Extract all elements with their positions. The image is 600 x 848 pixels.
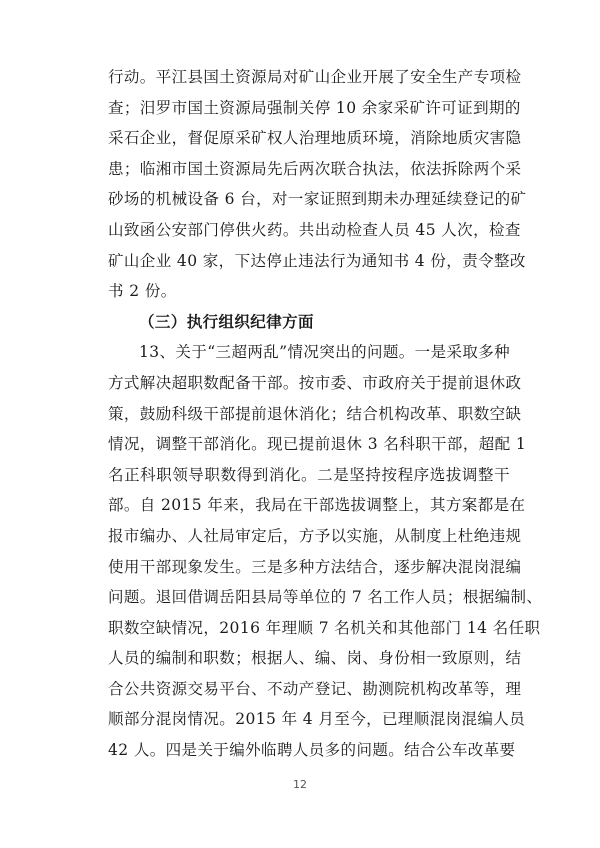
text-line: 采石企业，督促原采矿权人治理地质环境，消除地质灾害隐 xyxy=(108,129,522,148)
paragraph-line: 使用干部现象发生。三是多种方法结合，逐步解决混岗混编 xyxy=(108,557,522,576)
paragraph-line: 策，鼓励科级干部提前退休消化；结合机构改革、职数空缺 xyxy=(108,404,522,423)
page-number: 12 xyxy=(293,778,307,791)
paragraph-line: 顺部分混岗情况。2015 年 4 月至今，已理顺混岗混编人员 xyxy=(108,710,526,729)
paragraph-line: 13、关于“三超两乱”情况突出的问题。一是采取多种 xyxy=(139,343,511,362)
paragraph-line: 报市编办、人社局审定后，方予以实施，从制度上杜绝违规 xyxy=(108,526,522,545)
paragraph-line: 情况，调整干部消化。现已提前退休 3 名科职干部，超配 1 xyxy=(108,435,527,454)
text-line: 砂场的机械设备 6 台，对一家证照到期未办理延续登记的矿 xyxy=(108,190,527,209)
text-line: 患；临湘市国土资源局先后两次联合执法，依法拆除两个采 xyxy=(108,159,522,178)
text-line: 行动。平江县国土资源局对矿山企业开展了安全生产专项检 xyxy=(108,68,522,86)
text-line: 查；汨罗市国土资源局强制关停 10 余家采矿许可证到期的 xyxy=(108,98,521,117)
section-heading: （三）执行组织纪律方面 xyxy=(139,311,314,331)
paragraph-line: 职数空缺情况，2016 年理顺 7 名机关和其他部门 14 名任职 xyxy=(108,618,541,637)
text-line: 山致函公安部门停供火药。共出动检查人员 45 人次，检查 xyxy=(108,220,521,239)
paragraph-line: 名正科职领导职数得到消化。二是坚持按程序选拔调整干 xyxy=(108,465,510,484)
paragraph-line: 问题。退回借调岳阳县局等单位的 7 名工作人员；根据编制、 xyxy=(108,588,543,607)
paragraph-line: 人员的编制和职数；根据人、编、岗、身份相一致原则，结 xyxy=(108,649,522,668)
paragraph-line: 合公共资源交易平台、不动产登记、勘测院机构改革等，理 xyxy=(108,679,522,698)
paragraph-line: 方式解决超职数配备干部。按市委、市政府关于提前退休政 xyxy=(108,373,522,392)
body-text xyxy=(108,62,543,766)
text-line: 书 2 份。 xyxy=(108,282,177,301)
text-line: 矿山企业 40 家，下达停止违法行为通知书 4 份，责令整改 xyxy=(108,251,526,270)
paragraph-line: 部。自 2015 年来，我局在干部选拔调整上，其方案都是在 xyxy=(108,496,526,515)
paragraph-line: 42 人。四是关于编外临聘人员多的问题。结合公车改革要 xyxy=(108,741,516,760)
